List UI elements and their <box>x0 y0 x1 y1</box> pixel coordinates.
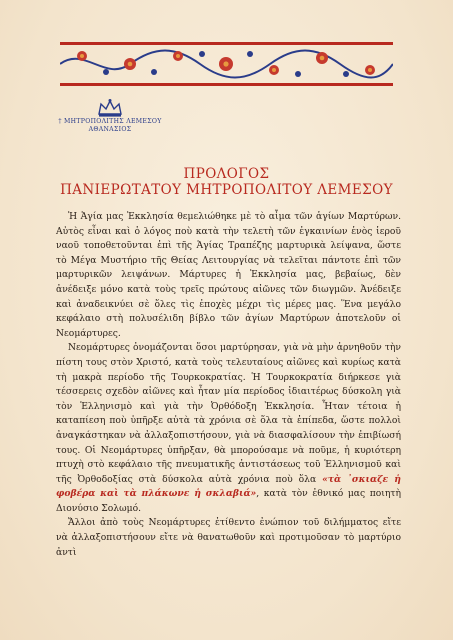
body-text <box>56 210 401 560</box>
paragraph-3: Ἄλλοι ἀπὸ τοὺς Νεομάρτυρες ἐτίθεντο ἐνώπιον τοῦ διλήμματος εἴτε νὰ ἀλλαξοπιστήσουν εἴτε νὰ θανατωθοῦν καὶ προτιμοῦσαν τὸ μαρτύριο ἀντὶ <box>56 517 401 558</box>
emblem-title: † ΜΗΤΡΟΠΟΛΙΤΗΣ ΛΕΜΕΣΟΥ <box>58 118 162 125</box>
solomos-quote: «τὰ ᾽σκιαζε ἡ φοβέρα καὶ τὰ πλάκωνε ἡ σκλαβιά» <box>56 473 401 500</box>
page-title: ΠΡΟΛΟΓΟΣ <box>183 166 270 182</box>
paragraph-2 <box>56 341 401 516</box>
paragraph-2-text: Νεομάρτυρες ὀνομάζονται ὅσοι μαρτύρησαν, γιὰ νὰ μὴν ἀρνηθοῦν τὴν πίστη τους στὸν Χριστό, κατὰ τοὺς τελευταίους αἰῶνες καὶ κυρίως κατὰ τὴ μακρὰ περίοδο τῆς Τουρκοκρατίας. Ἡ Τουρκοκρατία διήρκεσε γιὰ τέσσερεις σχεδὸν αἰῶνες καὶ ἦταν μία περίοδος ἰδιαιτέρως δύσκολη γιὰ τὸν Ἑλληνισμὸ καὶ γιὰ τὴν Ὀρθόδοξη Ἐκκλησία. Ἦταν τέτοια ἡ καταπίεση ποὺ ὑπῆρξε αὐτὰ τὰ χρόνια σὲ ὅλα τὰ ἐπίπεδα, ὥστε πολλοὶ ἀναγκάστηκαν νὰ ἀλλαξοπιστήσουν, γιὰ νὰ διασφαλίσουν τὴν ἐπιβίωσή τους. Οἱ Νεομάρτυρες ὑπῆρξαν, θὰ μπορούσαμε νὰ ποῦμε, ἡ κυριότερη πτυχὴ στὸ κεφάλαιο τῆς πνευματικῆς ἀντιστάσεως τοῦ Ἑλληνισμοῦ καὶ τῆς Ὀρθοδοξίας στὰ δύσκολα αὐτὰ χρόνια ποὺ ὅλα <box>56 342 401 485</box>
page-subtitle: ΠΑΝΙΕΡΩΤΑΤΟΥ ΜΗΤΡΟΠΟΛΙΤΟΥ ΛΕΜΕΣΟΥ <box>60 182 393 198</box>
paragraph-2-end: , κατὰ τὸν ἐθνικό μας ποιητὴ Διονύσιο Σολωμό. <box>56 488 401 514</box>
floral-header-ornament <box>60 40 393 88</box>
metropolitan-emblem <box>40 98 180 148</box>
crown-icon <box>97 98 123 118</box>
paragraph-1: Ἡ Ἁγία μας Ἐκκλησία θεμελιώθηκε μὲ τὸ αἷμα τῶν ἁγίων Μαρτύρων. Αὐτὸς εἶναι καὶ ὁ λόγος ποὺ κατὰ τὴν τελετὴ τῶν ἐγκαινίων ἑνὸς ἱεροῦ ναοῦ τοποθετοῦνται ἐπὶ τῆς Ἁγίας Τραπέζης μαρτυρικὰ λείψανα, ὥστε τὸ Μέγα Μυστήριο τῆς Θείας Λειτουργίας νὰ τελεῖται πάντοτε ἐπὶ τῶν μαρτυρικῶν λειψάνων. Μάρτυρες ἡ Ἐκκλησία μας, βεβαίως, δὲν ἀνέδειξε μόνο κατὰ τοὺς τρεῖς πρώτους αἰῶνες τῶν διωγμῶν. Ἀνέδειξε καὶ ἀναδεικνύει σὲ ὅλες τὶς ἐποχὲς μέχρι τὶς μέρες μας. Ἕνα μεγάλο κεφάλαιο στὴ πολυσέλιδη βίβλο τῶν ἁγίων Μαρτύρων ἀποτελοῦν οἱ Νεομάρτυρες. <box>56 211 401 339</box>
emblem-name: ΑΘΑΝΑΣΙΟΣ <box>88 126 132 133</box>
title-block <box>0 166 453 198</box>
